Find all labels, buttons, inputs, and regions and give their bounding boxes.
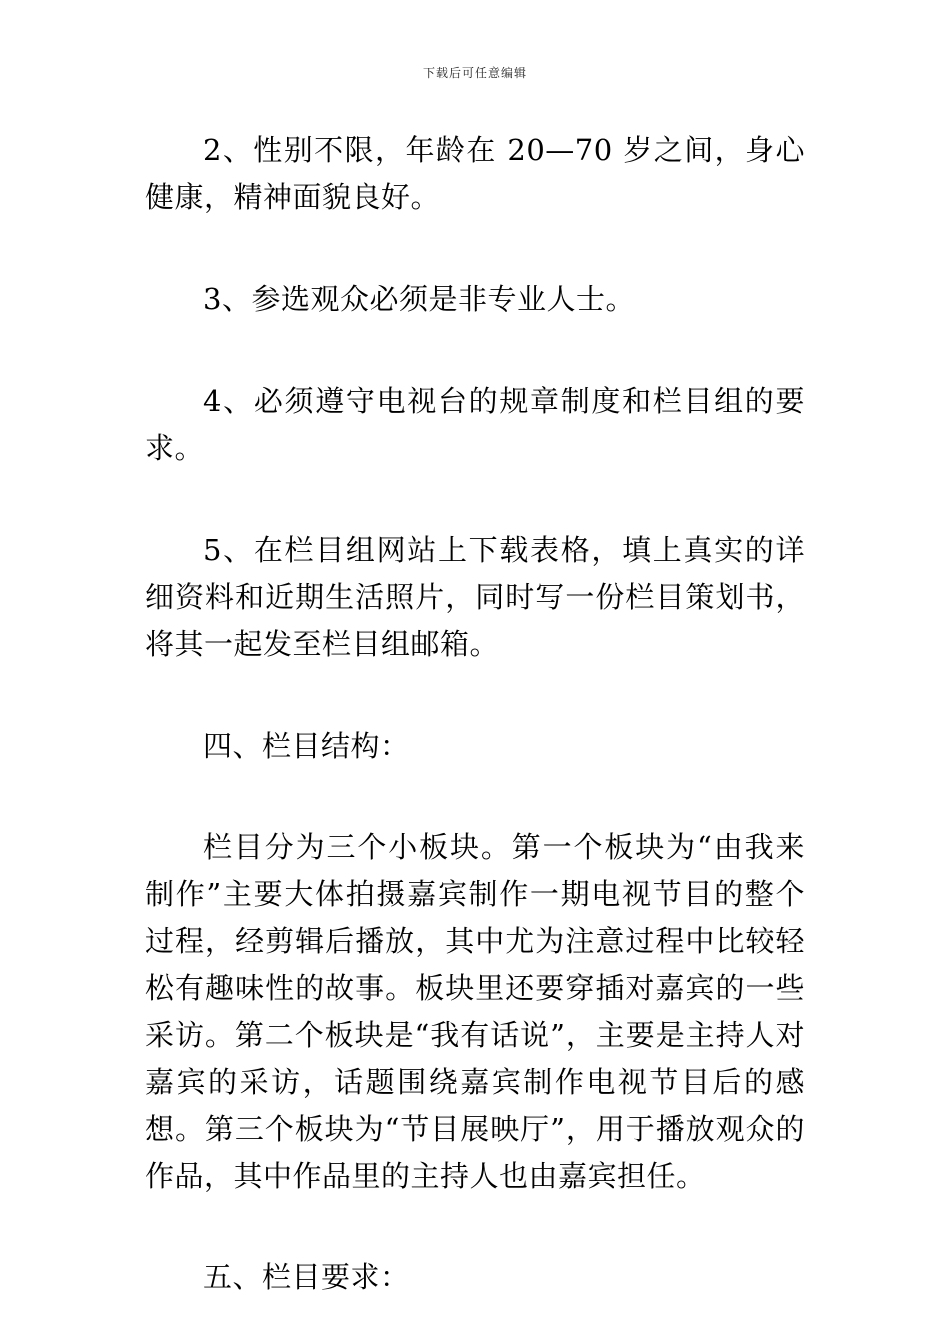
section-heading-requirements: 五、栏目要求： (203, 1260, 410, 1294)
paragraph-requirement-4: 4、必须遵守电视台的规章制度和栏目组的要求。 (145, 384, 805, 465)
paragraph-requirement-2: 2、性别不限，年龄在 20—70 岁之间，身心健康，精神面貌良好。 (145, 133, 805, 214)
section-heading-structure: 四、栏目结构： (203, 729, 410, 763)
paragraph-structure-description: 栏目分为三个小板块。第一个板块为“由我来制作”主要大体拍摄嘉宾制作一期电视节目的整个过程，经剪辑后播放，其中尤为注意过程中比较轻松有趣味性的故事。板块里还要穿插对嘉宾的一些采访。第二个板块是“我有话说”，主要是主持人对嘉宾的采访，话题围绕嘉宾制作电视节目后的感想。第三个板块为“节目展映厅”，用于播放观众的作品，其中作品里的主持人也由嘉宾担任。 (145, 830, 805, 1193)
page-header: 下载后可任意编辑 (422, 66, 527, 80)
document-body (145, 127, 805, 1301)
paragraph-requirement-3: 3、参选观众必须是非专业人士。 (203, 282, 635, 316)
paragraph-requirement-5: 5、在栏目组网站上下载表格，填上真实的详细资料和近期生活照片，同时写一份栏目策划书，将其一起发至栏目组邮箱。 (145, 533, 805, 661)
